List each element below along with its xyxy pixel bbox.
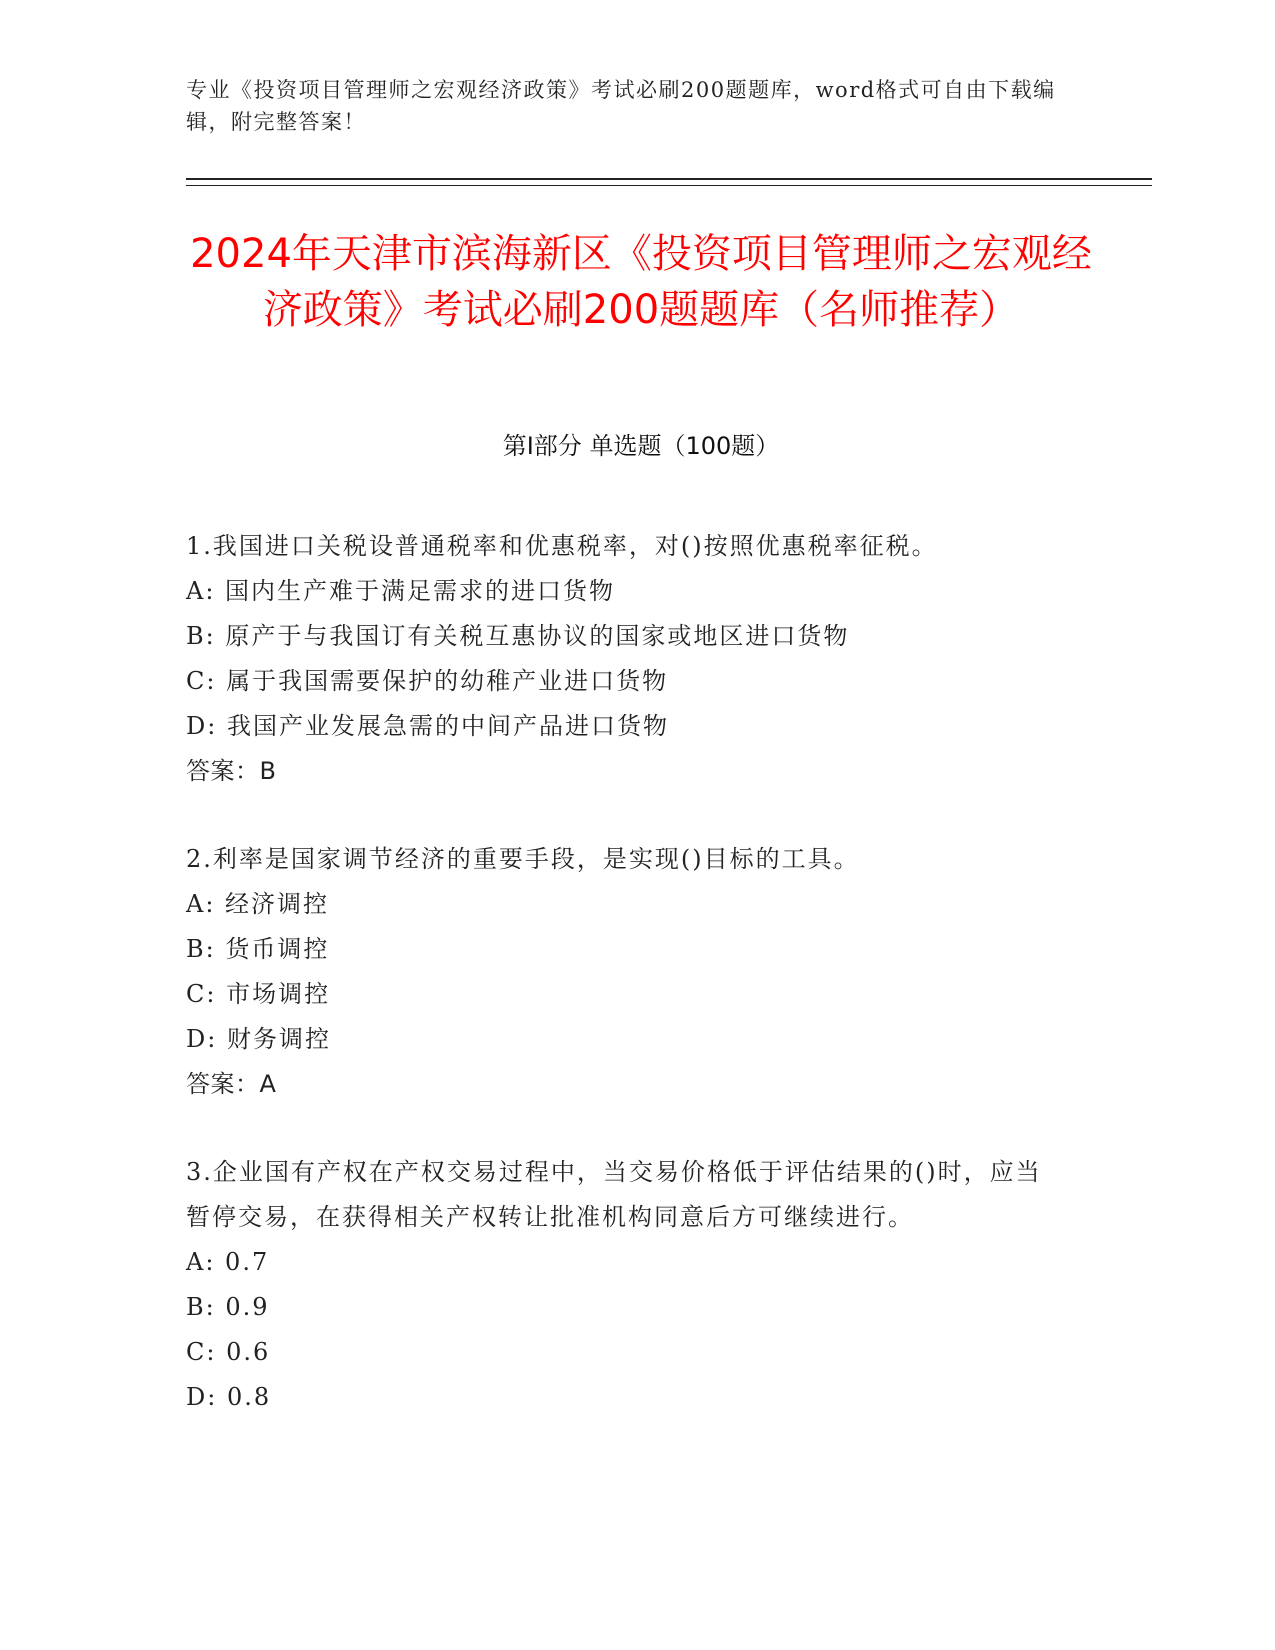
question-item [186, 837, 1066, 1107]
option-a: A: 经济调控 [186, 890, 330, 918]
option-d: D: 财务调控 [186, 1025, 331, 1053]
option-c: C: 市场调控 [186, 980, 331, 1008]
option-b: B: 货币调控 [186, 935, 330, 963]
option-c: C: 属于我国需要保护的幼稚产业进口货物 [186, 667, 669, 695]
option-d: D: 0.8 [186, 1383, 272, 1411]
question-item [186, 524, 1066, 794]
question-stem: 1.我国进口关税设普通税率和优惠税率，对()按照优惠税率征税。 [186, 532, 938, 560]
answer-line: 答案：B [186, 757, 277, 785]
header-note: 专业《投资项目管理师之宏观经济政策》考试必刷200题题库，word格式可自由下载编辑，附完整答案！ [186, 78, 1056, 134]
question-item [186, 1150, 1066, 1420]
option-b: B: 原产于与我国订有关税互惠协议的国家或地区进口货物 [186, 622, 850, 650]
option-c: C: 0.6 [186, 1338, 271, 1366]
option-a: A: 国内生产难于满足需求的进口货物 [186, 577, 616, 605]
document-title: 2024年天津市滨海新区《投资项目管理师之宏观经济政策》考试必刷200题题库（名师推荐） [190, 231, 1092, 333]
header-divider-thin [186, 185, 1152, 186]
question-stem: 2.利率是国家调节经济的重要手段，是实现()目标的工具。 [186, 845, 860, 873]
question-stem: 3.企业国有产权在产权交易过程中，当交易价格低于评估结果的()时，应当暂停交易，在获得相关产权转让批准机构同意后方可继续进行。 [186, 1158, 1042, 1231]
section-title: 第I部分 单选题（100题） [502, 432, 780, 460]
option-d: D: 我国产业发展急需的中间产品进口货物 [186, 712, 669, 740]
question-list [186, 524, 1066, 1463]
header-divider-thick [186, 178, 1152, 180]
answer-line: 答案：A [186, 1070, 277, 1098]
option-a: A: 0.7 [186, 1248, 270, 1276]
option-b: B: 0.9 [186, 1293, 270, 1321]
